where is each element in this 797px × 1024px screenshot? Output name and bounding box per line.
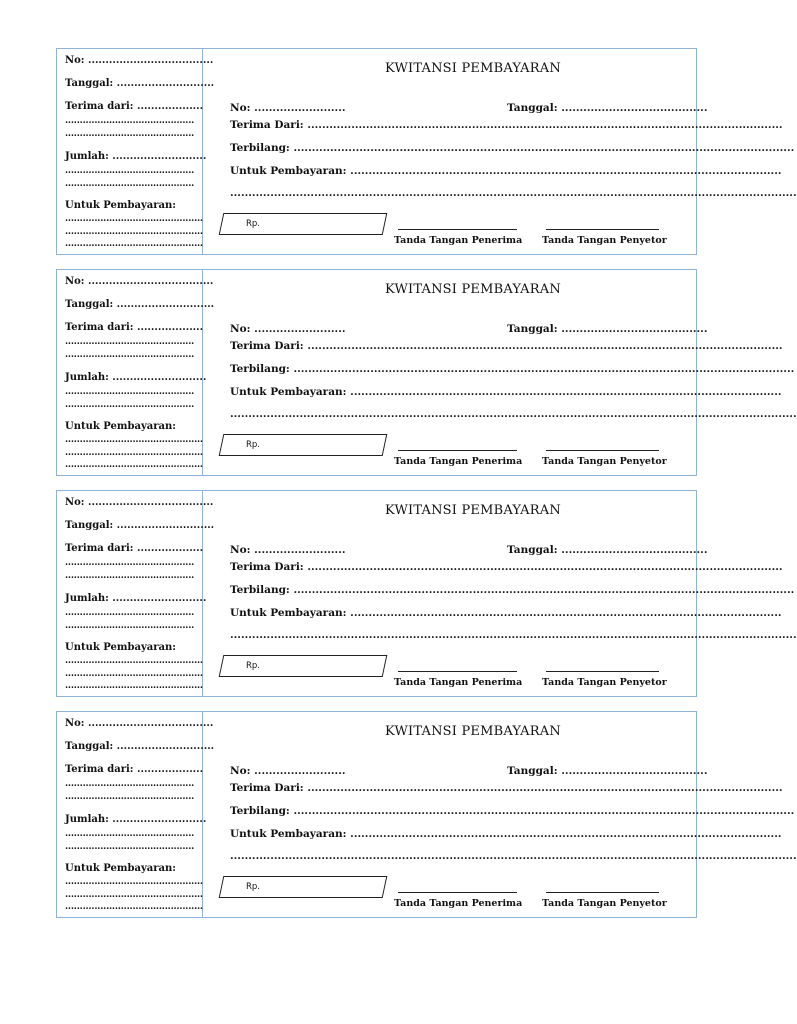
- amount-currency-label: Rp.: [246, 882, 261, 892]
- receipt-no-field: No: .........................: [230, 765, 346, 777]
- stub-dotted-line: ............................................: [65, 779, 195, 789]
- payment-for-field: Untuk Pembayaran: ......................................................................................................................: [230, 607, 782, 619]
- amount-box: [219, 876, 388, 898]
- stub-received-from-field: Terima dari: ...................: [65, 101, 204, 112]
- receiver-signature-label: Tanda Tangan Penerima: [394, 456, 523, 467]
- payment-for-field: Untuk Pembayaran: ......................................................................................................................: [230, 828, 782, 840]
- receipt-title: KWITANSI PEMBAYARAN: [385, 724, 561, 739]
- stub-dotted-line: ...............................................: [65, 656, 203, 666]
- stub-dotted-line: ............................................: [65, 179, 195, 189]
- amount-in-words-field: Terbilang: .........................................................................................................................................: [230, 584, 795, 596]
- amount-currency-label: Rp.: [246, 219, 261, 229]
- stub-dotted-line: ............................................: [65, 558, 195, 568]
- stub-dotted-line: ............................................: [65, 166, 195, 176]
- payer-signature-line: [546, 671, 659, 672]
- amount-box: [219, 434, 388, 456]
- stub-dotted-line: ...............................................: [65, 239, 203, 249]
- stub-dotted-line: ............................................: [65, 116, 195, 126]
- stub-amount-field: Jumlah: ...........................: [65, 593, 207, 604]
- receipt-form: [56, 48, 797, 255]
- receipt-stub: [57, 712, 215, 917]
- amount-in-words-field: Terbilang: .........................................................................................................................................: [230, 142, 795, 154]
- payment-for-extra-line: ...........................................................................................................................................................: [230, 187, 797, 199]
- received-from-field: Terima Dari: ..................................................................................................................................: [230, 119, 783, 131]
- received-from-field: Terima Dari: ..................................................................................................................................: [230, 561, 783, 573]
- stub-dotted-line: ...............................................: [65, 681, 203, 691]
- payer-signature-line: [546, 892, 659, 893]
- stub-date-field: Tanggal: ............................: [65, 741, 215, 752]
- stub-dotted-line: ............................................: [65, 337, 195, 347]
- payment-for-field: Untuk Pembayaran: ......................................................................................................................: [230, 165, 782, 177]
- stub-dotted-line: ...............................................: [65, 460, 203, 470]
- amount-currency-label: Rp.: [246, 440, 261, 450]
- stub-amount-field: Jumlah: ...........................: [65, 372, 207, 383]
- amount-in-words-field: Terbilang: .........................................................................................................................................: [230, 363, 795, 375]
- receipt-no-field: No: .........................: [230, 102, 346, 114]
- stub-dotted-line: ............................................: [65, 608, 195, 618]
- receipt-stub: [57, 491, 215, 696]
- receipt-form: [56, 490, 797, 697]
- stub-no-field: No: ....................................: [65, 55, 214, 66]
- receipt-main: [203, 712, 797, 917]
- stub-dotted-line: ...............................................: [65, 890, 203, 900]
- stub-dotted-line: ............................................: [65, 792, 195, 802]
- receipt-main: [203, 491, 797, 696]
- stub-dotted-line: ............................................: [65, 129, 195, 139]
- stub-payment-for-label: Untuk Pembayaran:: [65, 200, 176, 211]
- receiver-signature-line: [398, 892, 517, 893]
- amount-currency-label: Rp.: [246, 661, 261, 671]
- stub-dotted-line: ............................................: [65, 387, 195, 397]
- receipt-stub: [57, 270, 215, 475]
- receipt-form: [56, 711, 797, 918]
- stub-payment-for-label: Untuk Pembayaran:: [65, 642, 176, 653]
- stub-received-from-field: Terima dari: ...................: [65, 543, 204, 554]
- receipt-no-field: No: .........................: [230, 544, 346, 556]
- payer-signature-label: Tanda Tangan Penyetor: [542, 898, 667, 909]
- payment-for-extra-line: ...........................................................................................................................................................: [230, 850, 797, 862]
- receipt-date-field: Tanggal: ........................................: [507, 765, 708, 777]
- stub-dotted-line: ...............................................: [65, 227, 203, 237]
- receipt-main: [203, 270, 797, 475]
- receiver-signature-label: Tanda Tangan Penerima: [394, 677, 523, 688]
- stub-date-field: Tanggal: ............................: [65, 78, 215, 89]
- stub-date-field: Tanggal: ............................: [65, 299, 215, 310]
- stub-no-field: No: ....................................: [65, 718, 214, 729]
- stub-amount-field: Jumlah: ...........................: [65, 151, 207, 162]
- payer-signature-label: Tanda Tangan Penyetor: [542, 456, 667, 467]
- receipt-stub: [57, 49, 215, 254]
- stub-no-field: No: ....................................: [65, 276, 214, 287]
- stub-dotted-line: ...............................................: [65, 435, 203, 445]
- stub-payment-for-label: Untuk Pembayaran:: [65, 863, 176, 874]
- received-from-field: Terima Dari: ..................................................................................................................................: [230, 782, 783, 794]
- payment-for-extra-line: ...........................................................................................................................................................: [230, 629, 797, 641]
- receiver-signature-line: [398, 671, 517, 672]
- stub-dotted-line: ............................................: [65, 842, 195, 852]
- stub-date-field: Tanggal: ............................: [65, 520, 215, 531]
- payer-signature-label: Tanda Tangan Penyetor: [542, 677, 667, 688]
- stub-received-from-field: Terima dari: ...................: [65, 322, 204, 333]
- stub-amount-field: Jumlah: ...........................: [65, 814, 207, 825]
- receipt-date-field: Tanggal: ........................................: [507, 544, 708, 556]
- stub-dotted-line: ............................................: [65, 400, 195, 410]
- amount-box: [219, 213, 388, 235]
- stub-dotted-line: ............................................: [65, 621, 195, 631]
- received-from-field: Terima Dari: ..................................................................................................................................: [230, 340, 783, 352]
- stub-dotted-line: ............................................: [65, 829, 195, 839]
- payer-signature-label: Tanda Tangan Penyetor: [542, 235, 667, 246]
- receiver-signature-label: Tanda Tangan Penerima: [394, 898, 523, 909]
- stub-dotted-line: ............................................: [65, 571, 195, 581]
- stub-dotted-line: ...............................................: [65, 214, 203, 224]
- receipt-date-field: Tanggal: ........................................: [507, 102, 708, 114]
- receipt-title: KWITANSI PEMBAYARAN: [385, 503, 561, 518]
- receipt-title: KWITANSI PEMBAYARAN: [385, 282, 561, 297]
- stub-dotted-line: ...............................................: [65, 669, 203, 679]
- receipt-main: [203, 49, 797, 254]
- payment-for-extra-line: ...........................................................................................................................................................: [230, 408, 797, 420]
- payment-for-field: Untuk Pembayaran: ......................................................................................................................: [230, 386, 782, 398]
- receiver-signature-line: [398, 450, 517, 451]
- payer-signature-line: [546, 450, 659, 451]
- stub-dotted-line: ............................................: [65, 350, 195, 360]
- stub-payment-for-label: Untuk Pembayaran:: [65, 421, 176, 432]
- stub-received-from-field: Terima dari: ...................: [65, 764, 204, 775]
- payer-signature-line: [546, 229, 659, 230]
- stub-dotted-line: ...............................................: [65, 877, 203, 887]
- receipt-date-field: Tanggal: ........................................: [507, 323, 708, 335]
- amount-box: [219, 655, 388, 677]
- receiver-signature-line: [398, 229, 517, 230]
- stub-dotted-line: ...............................................: [65, 448, 203, 458]
- receipt-title: KWITANSI PEMBAYARAN: [385, 61, 561, 76]
- stub-no-field: No: ....................................: [65, 497, 214, 508]
- receipt-form: [56, 269, 797, 476]
- receipt-no-field: No: .........................: [230, 323, 346, 335]
- receiver-signature-label: Tanda Tangan Penerima: [394, 235, 523, 246]
- stub-dotted-line: ...............................................: [65, 902, 203, 912]
- amount-in-words-field: Terbilang: .........................................................................................................................................: [230, 805, 795, 817]
